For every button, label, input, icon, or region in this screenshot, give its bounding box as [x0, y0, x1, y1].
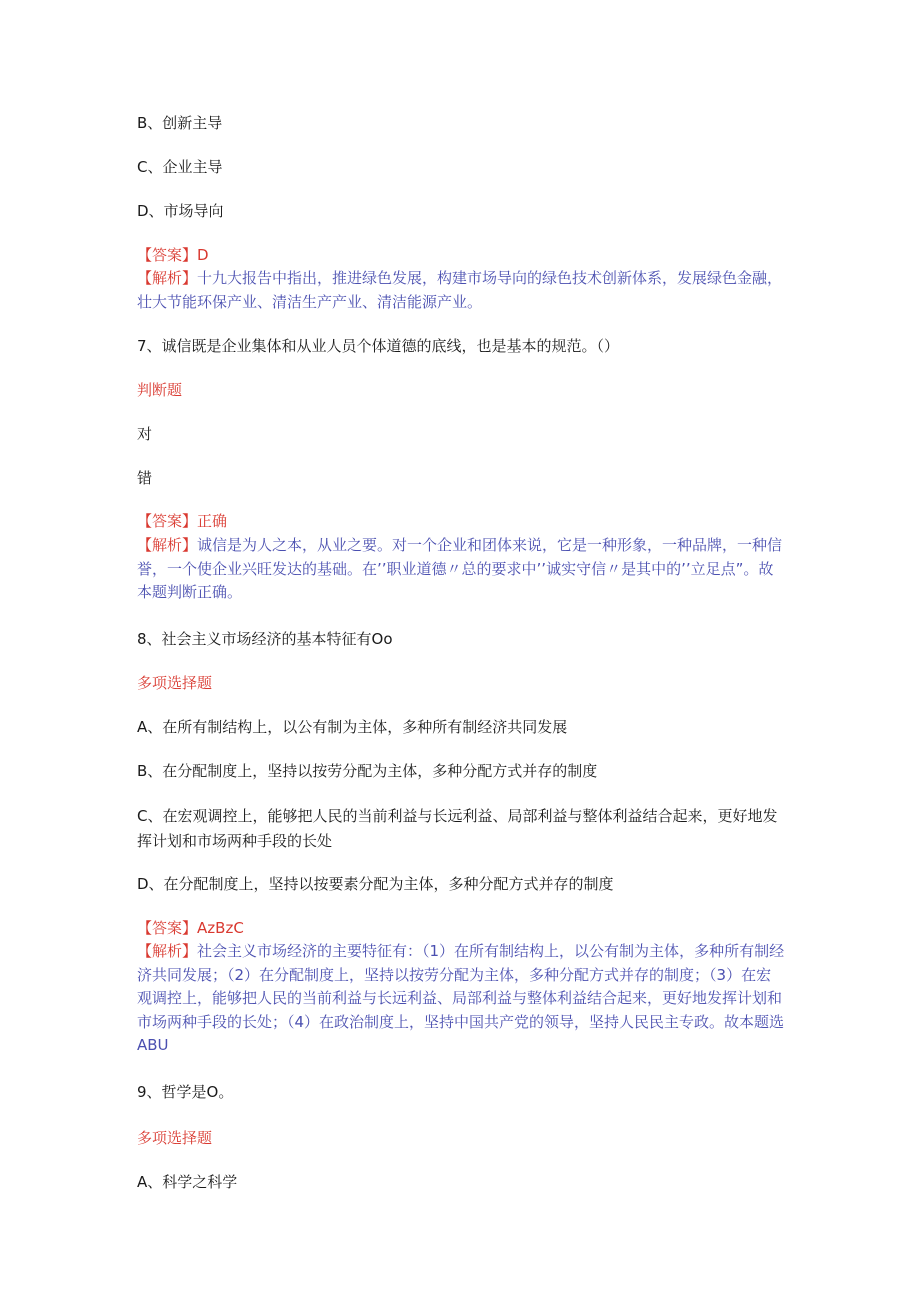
- q8-option-b: B、在分配制度上，坚持以按劳分配为主体，多种分配方式并存的制度: [137, 762, 598, 780]
- q8-question: 8、社会主义市场经济的基本特征有Oo: [137, 630, 393, 648]
- q8-analysis: [137, 940, 785, 1058]
- answer-value: AzBzC: [197, 919, 244, 937]
- answer-value: 正确: [197, 512, 228, 530]
- q7-option-false: 错: [137, 469, 153, 487]
- q9-type: 多项选择题: [137, 1129, 213, 1147]
- q7-answer: [137, 510, 227, 532]
- analysis-text: 诚信是为人之本，从业之要。对一个企业和团体来说，它是一种形象，一种品牌，一种信誉，一个使企业兴旺发达的基础。在’’职业道德〃总的要求中’’诚实守信〃是其中的’’立足点”。故本题判断正确。: [137, 536, 783, 601]
- answer-label: 【答案】: [137, 246, 198, 264]
- answer-value: D: [197, 246, 209, 264]
- q8-answer: [137, 917, 244, 939]
- q8-option-c: C、在宏观调控上，能够把人民的当前利益与长远利益、局部利益与整体利益结合起来，更好地发挥计划和市场两种手段的长处: [137, 807, 778, 850]
- q9-option-a: A、科学之科学: [137, 1173, 238, 1191]
- analysis-text: 十九大报告中指出，推进绿色发展，构建市场导向的绿色技术创新体系，发展绿色金融，壮大节能环保产业、清洁生产产业、清洁能源产业。: [137, 269, 783, 311]
- q7-question: 7、诚信既是企业集体和从业人员个体道德的底线，也是基本的规范。（）: [137, 337, 620, 355]
- answer-label: 【答案】: [137, 919, 198, 937]
- q7-analysis: [137, 534, 785, 605]
- analysis-label: 【解析】: [137, 942, 198, 960]
- q6-option-c: C、企业主导: [137, 158, 223, 176]
- analysis-text: 社会主义市场经济的主要特征有：（1）在所有制结构上，以公有制为主体，多种所有制经济共同发展；（2）在分配制度上，坚持以按劳分配为主体，多种分配方式并存的制度；（3）在宏观调控上，能够把人民的当前利益与长远利益、局部利益与整体利益结合起来，更好地发挥计划和市场两种手段的长处；（4）在政治制度上，坚持中国共产党的领导，坚持人民民主专政。故本题选ABU: [137, 942, 785, 1054]
- q6-analysis: [137, 267, 785, 314]
- q8-option-d: D、在分配制度上，坚持以按要素分配为主体，多种分配方式并存的制度: [137, 875, 614, 893]
- q7-type: 判断题: [137, 381, 183, 399]
- answer-label: 【答案】: [137, 512, 198, 530]
- q8-type: 多项选择题: [137, 674, 213, 692]
- q7-option-true: 对: [137, 425, 153, 443]
- q9-question: 9、哲学是O。: [137, 1083, 234, 1101]
- q6-option-d: D、市场导向: [137, 202, 224, 220]
- q6-answer: [137, 244, 209, 266]
- q8-option-a: A、在所有制结构上，以公有制为主体，多种所有制经济共同发展: [137, 718, 568, 736]
- analysis-label: 【解析】: [137, 536, 198, 554]
- analysis-label: 【解析】: [137, 269, 198, 287]
- q6-option-b: B、创新主导: [137, 114, 223, 132]
